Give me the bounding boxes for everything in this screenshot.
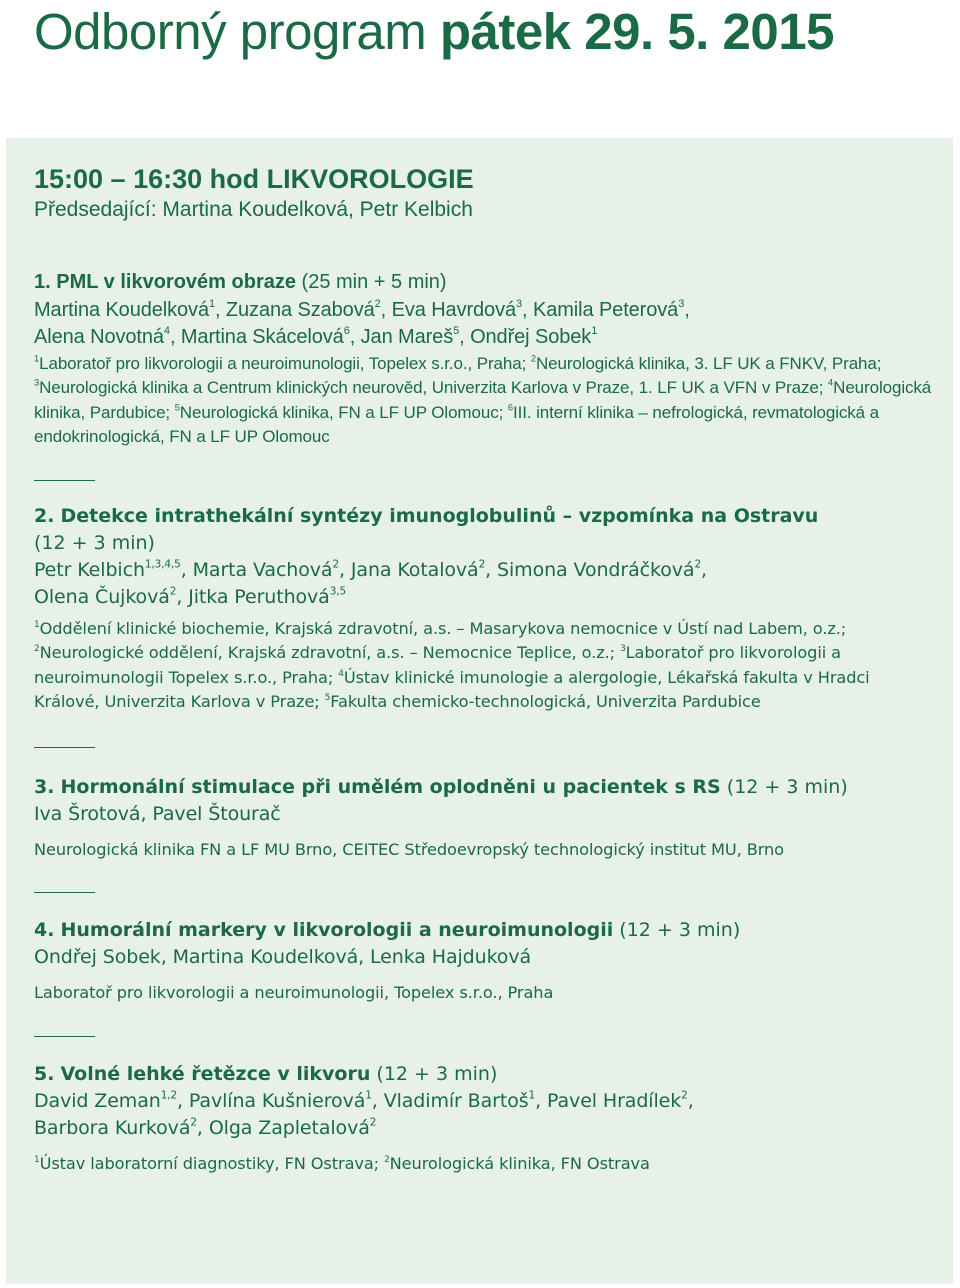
author: Simona Vondráčková$^2$, — [497, 558, 707, 581]
talk-authors — [34, 557, 934, 611]
talk-authors — [34, 944, 934, 971]
talk-1 — [34, 269, 934, 450]
author: Jana Kotalová$^2$, — [350, 558, 498, 581]
talk-duration: (12 + 3 min) — [619, 919, 741, 941]
talk-authors — [34, 801, 934, 828]
author: Martina Skácelová$^6$, — [180, 325, 361, 348]
author: Ondřej Sobek, — [34, 946, 173, 968]
talk-authors — [34, 297, 934, 352]
author: Pavel Štourač — [152, 802, 281, 825]
author: Martina Koudelková, — [172, 946, 371, 968]
talk-number: 1. — [34, 271, 51, 293]
author: Vladimír Bartoš$^1$, — [383, 1089, 547, 1112]
session-time-title: 15:00 – 16:30 hod LIKVOROLOGIE — [34, 164, 474, 194]
talk-5 — [34, 1061, 934, 1177]
talk-title — [34, 503, 934, 557]
author: Jan Mareš$^5$, — [360, 325, 471, 348]
talk-3 — [34, 774, 934, 863]
author: Kamila Peterová$^3$, — [532, 297, 690, 321]
author: Jitka Peruthová$^{3,5}$ — [188, 585, 347, 608]
talk-affiliations: Neurologická klinika FN a LF MU Brno, CEITEC Středoevropský technologický institut MU, Brno — [34, 839, 784, 859]
talk-number: 5. — [34, 1062, 55, 1085]
talk-affiliations: $^1$Laboratoř pro likvorologii a neuroimunologii, Topelex s.r.o., Praha; $^2$Neurologická klinika, 3. LF UK a FNKV, Praha; $^3$Neurologická klinika a Centrum klinických neurověd, Univerzita Karlova v Praze, 1. LF UK a VFN v Praze; $^4$Neurologická klinika, Pardubice; $^5$Neurologická klinika, FN a LF UP Olomouc; $^6$III. interní klinika – nefrologická, revmatologická a endokrinologická, FN a LF UP Olomouc — [34, 353, 932, 446]
talk-title — [34, 269, 934, 297]
talk-duration: (12 + 3 min) — [376, 1062, 498, 1085]
separator-line — [34, 747, 95, 748]
author: Zuzana Szabová$^2$, — [225, 297, 392, 321]
talk-affiliations: $^1$Ústav laboratorní diagnostiky, FN Ostrava; $^2$Neurologická klinika, FN Ostrava — [34, 1153, 650, 1173]
talk-number: 2. — [34, 504, 55, 527]
author: David Zeman$^{1,2}$, — [34, 1089, 189, 1112]
author: Olga Zapletalová$^2$ — [208, 1116, 377, 1139]
talk-title-text: PML v likvorovém obraze — [56, 271, 296, 293]
title-date: pátek 29. 5. 2015 — [439, 3, 834, 60]
author: Marta Vachová$^2$, — [192, 558, 351, 581]
talk-title-text: Humorální markery v likvorologii a neuroimunologii — [60, 919, 614, 941]
author: Petr Kelbich$^{1,3,4,5}$, — [34, 558, 193, 581]
talk-title-text: Detekce intrathekální syntézy imunoglobulinů – vzpomínka na Ostravu — [60, 504, 819, 527]
talk-2 — [34, 503, 934, 715]
separator-line — [34, 480, 95, 481]
talk-authors — [34, 1088, 934, 1142]
author: Iva Šrotová, — [34, 802, 153, 825]
talk-title-text: Volné lehké řetězce v likvoru — [60, 1062, 371, 1085]
talk-affiliations: Laboratoř pro likvorologii a neuroimunologii, Topelex s.r.o., Praha — [34, 983, 554, 1002]
author: Alena Novotná$^4$, — [34, 325, 181, 348]
author: Martina Koudelková$^1$, — [34, 297, 226, 321]
author: Lenka Hajduková — [370, 946, 532, 968]
session-chairs: Předsedající: Martina Koudelková, Petr Kelbich — [34, 198, 473, 221]
talk-title — [34, 1061, 934, 1088]
program-content — [34, 162, 934, 1176]
page-title — [34, 2, 834, 61]
talk-4 — [34, 917, 934, 1006]
talk-number: 4. — [34, 919, 55, 941]
author: Pavlína Kušnierová$^1$, — [188, 1089, 384, 1112]
author: Pavel Hradílek$^2$, — [547, 1089, 694, 1112]
talk-duration: (12 + 3 min) — [34, 531, 155, 554]
talk-title-text: Hormonální stimulace při umělém oplodněni u pacientek s RS — [60, 775, 721, 798]
talk-title — [34, 774, 934, 801]
title-prefix: Odborný program — [34, 3, 440, 60]
author: Barbora Kurková$^2$, — [34, 1116, 209, 1139]
author: Olena Čujková$^2$, — [34, 585, 189, 608]
talk-number: 3. — [34, 775, 55, 798]
talk-title — [34, 917, 934, 944]
talk-affiliations: $^1$Oddělení klinické biochemie, Krajská zdravotní, a.s. – Masarykova nemocnice v Ústí nad Labem, o.z.; $^2$Neurologické oddělení, Krajská zdravotní, a.s. – Nemocnice Teplice, o.z.; $^3$Laboratoř pro likvorologii a neuroimunologii Topelex s.r.o., Praha; $^4$Ústav klinické imunologie a alergologie, Lékařská fakulta v Hradci Králové, Univerzita Karlova v Praze; $^5$Fakulta chemicko-technologická, Univerzita Pardubice — [34, 618, 870, 711]
talk-duration: (25 min + 5 min) — [301, 271, 447, 293]
separator-line — [34, 892, 95, 893]
separator-line — [34, 1036, 95, 1037]
talk-duration: (12 + 3 min) — [726, 775, 848, 798]
author: Ondřej Sobek$^1$ — [470, 325, 598, 348]
author: Eva Havrdová$^3$, — [391, 297, 533, 321]
